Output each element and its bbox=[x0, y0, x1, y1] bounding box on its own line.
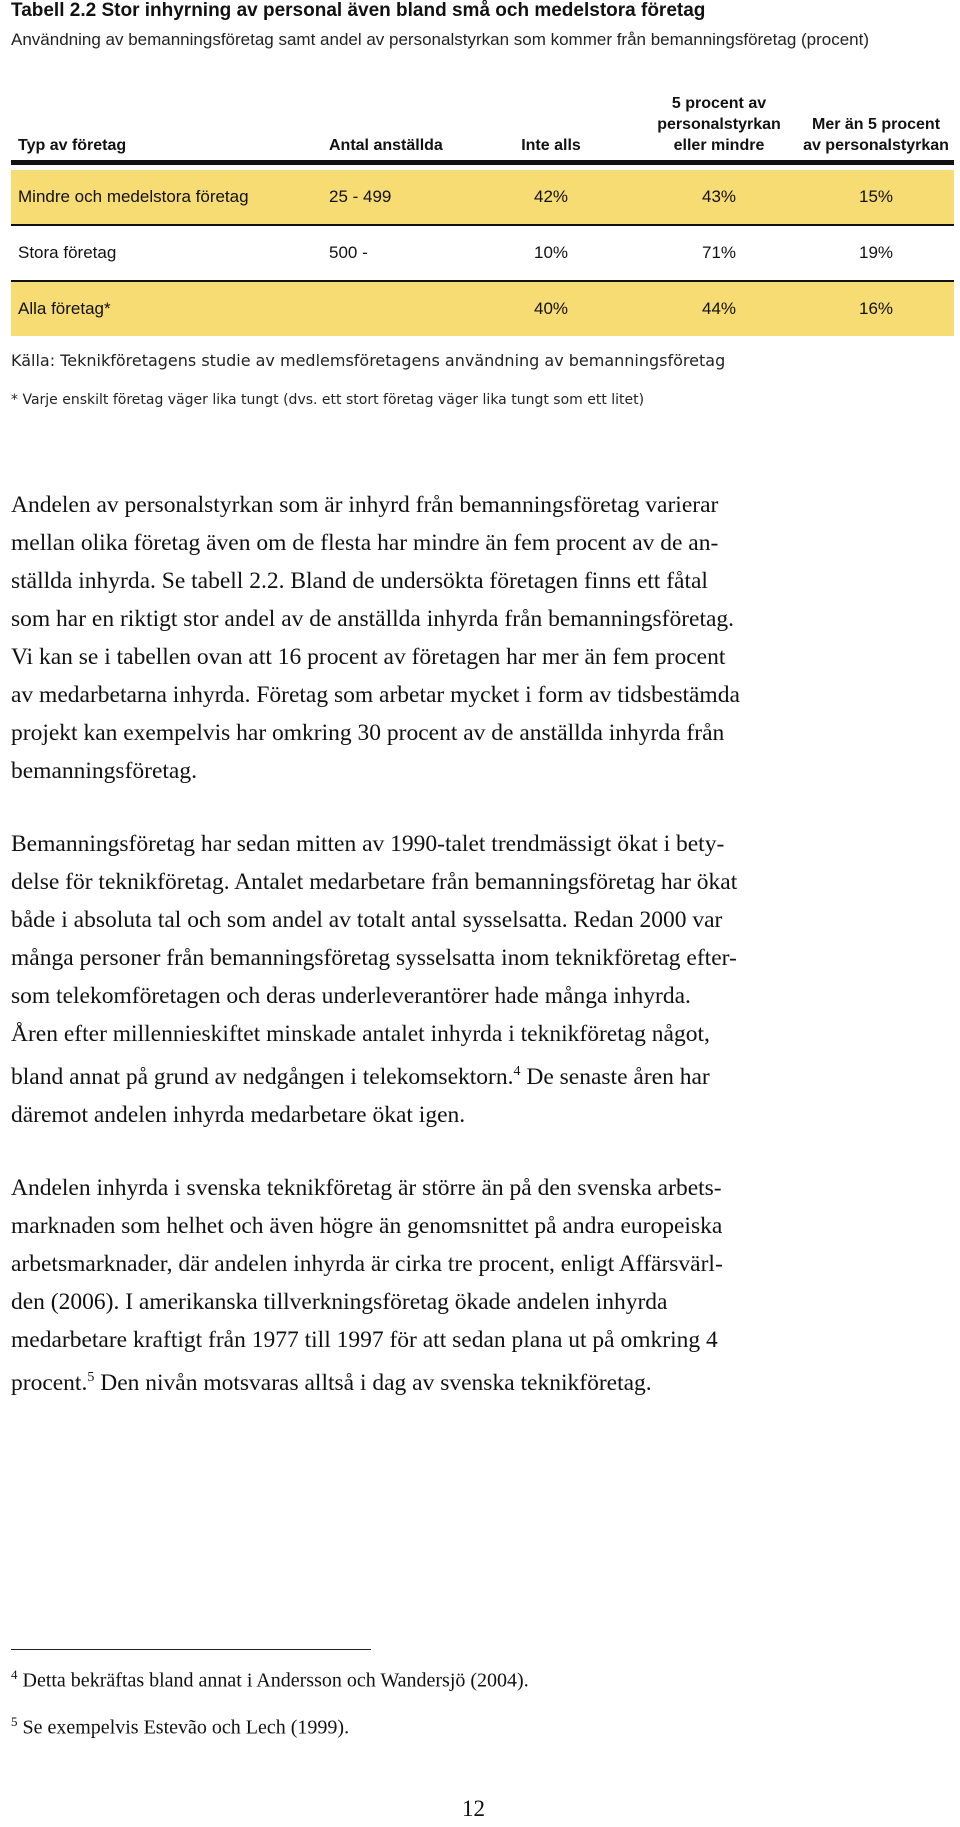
text-line: som telekomföretagen och deras underleverantörer hade många inhyrda. bbox=[11, 983, 691, 1009]
text-line: arbetsmarknader, där andelen inhyrda är cirka tre procent, enligt Affärsvärl- bbox=[11, 1251, 723, 1277]
cell-five-or-less: 71% bbox=[701, 243, 737, 262]
cell-more-than-five: 19% bbox=[858, 243, 894, 262]
header-more-than-five: Mer än 5 procent av personalstyrkan bbox=[803, 116, 949, 154]
footnote-text: Se exempelvis Estevão och Lech (1999). bbox=[17, 1716, 350, 1739]
text-line bbox=[11, 1053, 951, 1096]
cell-more-than-five: 15% bbox=[858, 187, 894, 206]
paragraph-3 bbox=[11, 1169, 951, 1402]
cell-five-or-less: 44% bbox=[701, 299, 737, 318]
text-segment: procent. bbox=[11, 1369, 88, 1396]
cell-employees: 500 - bbox=[329, 243, 368, 262]
text-line: Andelen inhyrda i svenska teknikföretag är större än på den svenska arbets- bbox=[11, 1175, 722, 1201]
footnote-ref[interactable]: 5 bbox=[87, 1370, 95, 1385]
header-rule bbox=[11, 160, 954, 165]
footnote-ref[interactable]: 4 bbox=[513, 1064, 521, 1079]
footnote-text: Detta bekräftas bland annat i Andersson och Wandersjö (2004). bbox=[17, 1669, 529, 1692]
footnote-4 bbox=[11, 1667, 529, 1693]
table-header bbox=[11, 90, 954, 160]
footnote-separator bbox=[11, 1649, 371, 1650]
text-line: både i absoluta tal och som andel av totalt antal sysselsatta. Redan 2000 var bbox=[11, 907, 723, 933]
text-line: bemanningsföretag. bbox=[11, 758, 197, 784]
footnote-number: 4 bbox=[11, 1667, 18, 1682]
text-line bbox=[11, 1359, 951, 1402]
text-segment: Den nivån motsvaras alltså i dag av svenska teknikföretag. bbox=[94, 1369, 652, 1396]
text-line: den (2006). I amerikanska tillverkningsföretag ökade andelen inhyrda bbox=[11, 1289, 668, 1315]
table-source: Källa: Teknikföretagens studie av medlemsföretagens användning av bemanningsföretag bbox=[11, 351, 726, 370]
table-row bbox=[11, 282, 954, 336]
cell-five-or-less: 43% bbox=[701, 187, 737, 206]
header-five-or-less: 5 procent av personalstyrkan eller mindre bbox=[657, 95, 781, 154]
footnote-5 bbox=[11, 1714, 349, 1740]
page-number: 12 bbox=[462, 1796, 485, 1821]
cell-none: 42% bbox=[533, 187, 569, 206]
text-line: marknaden som helhet och även högre än genomsnittet på andra europeiska bbox=[11, 1213, 723, 1239]
text-line: som har en riktigt stor andel av de anställda inhyrda från bemanningsföretag. bbox=[11, 606, 735, 632]
text-line: Vi kan se i tabellen ovan att 16 procent av företagen har mer än fem procent bbox=[11, 644, 726, 670]
text-line: delse för teknikföretag. Antalet medarbetare från bemanningsföretag har ökat bbox=[11, 869, 738, 895]
header-company-type: Typ av företag bbox=[18, 137, 127, 154]
text-line: projekt kan exempelvis har omkring 30 procent av de anställda inhyrda från bbox=[11, 720, 725, 746]
cell-employees: 25 - 499 bbox=[329, 187, 392, 206]
footnote-number: 5 bbox=[11, 1714, 18, 1729]
table-title: Tabell 2.2 Stor inhyrning av personal även bland små och medelstora företag bbox=[11, 0, 706, 21]
text-line: Bemanningsföretag har sedan mitten av 1990-talet trendmässigt ökat i bety- bbox=[11, 831, 725, 857]
cell-none: 10% bbox=[533, 243, 569, 262]
text-line: Åren efter millennieskiftet minskade antalet inhyrda i teknikföretag något, bbox=[11, 1021, 710, 1047]
paragraph-2 bbox=[11, 825, 951, 1134]
cell-company-type: Alla företag* bbox=[18, 299, 111, 318]
text-line: däremot andelen inhyrda medarbetare ökat igen. bbox=[11, 1101, 466, 1128]
table-row bbox=[11, 170, 954, 224]
text-segment: De senaste åren har bbox=[520, 1063, 710, 1090]
text-line: ställda inhyrda. Se tabell 2.2. Bland de undersökta företagen finns ett fåtal bbox=[11, 568, 708, 594]
cell-none: 40% bbox=[533, 299, 569, 318]
cell-company-type: Mindre och medelstora företag bbox=[18, 187, 249, 206]
cell-more-than-five: 16% bbox=[858, 299, 894, 318]
table-footnote: * Varje enskilt företag väger lika tungt (dvs. ett stort företag väger lika tungt som ett litet) bbox=[11, 392, 645, 408]
text-line: många personer från bemanningsföretag sysselsatta inom teknikföretag efter- bbox=[11, 945, 737, 971]
header-none: Inte alls bbox=[521, 137, 581, 154]
text-line: av medarbetarna inhyrda. Företag som arbetar mycket i form av tidsbestämda bbox=[11, 682, 740, 708]
table-subtitle: Användning av bemanningsföretag samt andel av personalstyrkan som kommer från bemanningsföretag (procent) bbox=[11, 30, 870, 49]
text-line: medarbetare kraftigt från 1977 till 1997 för att sedan plana ut på omkring 4 bbox=[11, 1327, 718, 1353]
data-table bbox=[11, 90, 954, 336]
header-employees: Antal anställda bbox=[329, 137, 443, 154]
cell-company-type: Stora företag bbox=[18, 243, 117, 262]
text-segment: bland annat på grund av nedgången i telekomsektorn. bbox=[11, 1063, 514, 1090]
paragraph-1 bbox=[11, 486, 951, 790]
text-line: mellan olika företag även om de flesta har mindre än fem procent av de an- bbox=[11, 530, 719, 556]
text-line: Andelen av personalstyrkan som är inhyrd från bemanningsföretag varierar bbox=[11, 492, 719, 518]
table-row bbox=[11, 226, 954, 280]
